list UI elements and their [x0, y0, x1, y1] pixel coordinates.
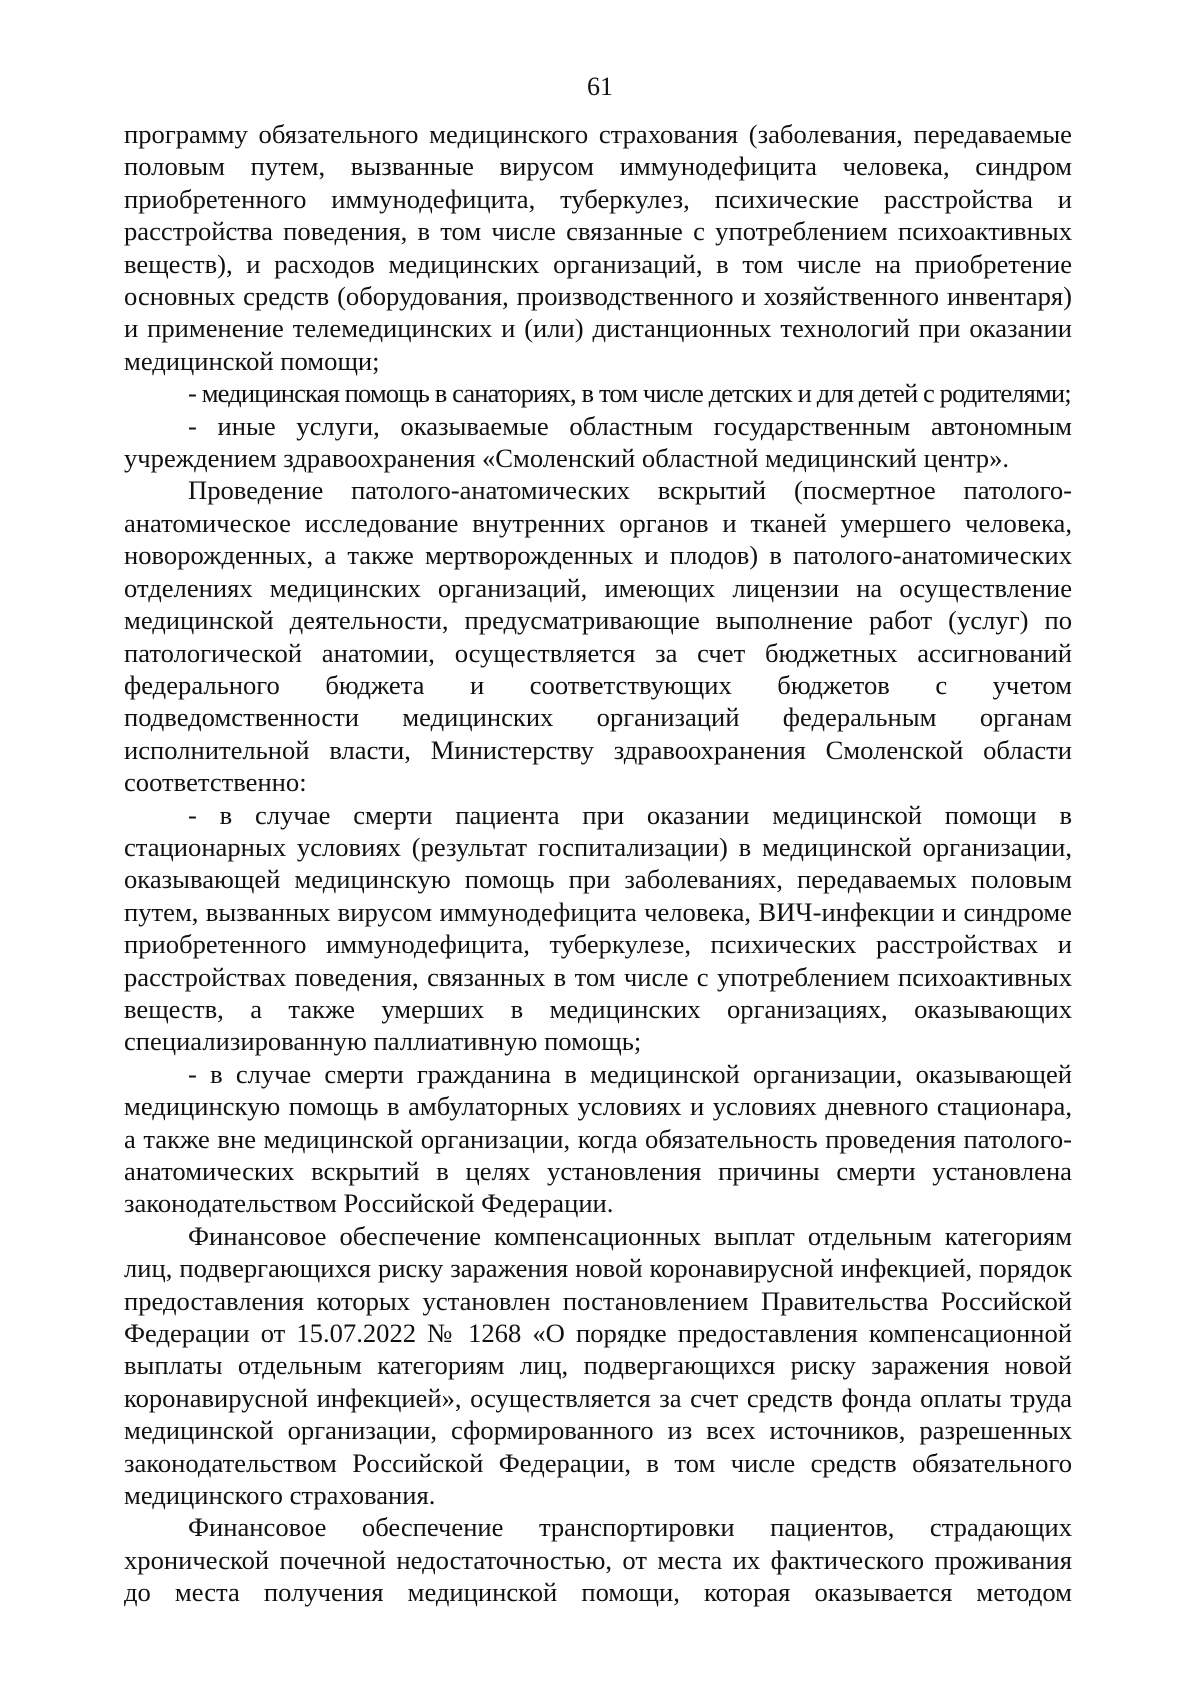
- paragraph-compensation-payments: Финансовое обеспечение компенсационных выплат отдельным категориям лиц, подвергающихся риску заражения новой коронавирусной инфекцией, порядок предоставления которых установлен постановлением Правительства Российской Федерации от 15.07.2022 № 1268 «О порядке предоставления компенсационной выплаты отдельным категориям лиц, подвергающихся риску заражения новой коронавирусной инфекцией», осуществляется за счет средств фонда оплаты труда медицинской организации, сформированного из всех источников, разрешенных законодательством Российской Федерации, в том числе средств обязательного медицинского страхования.: [124, 1220, 1072, 1511]
- paragraph-autopsy-funding: Проведение патолого-анатомических вскрытий (посмертное патолого-анатомическое исследование внутренних органов и тканей умершего человека, новорожденных, а также мертворожденных и плодов) в патолого-анатомических отделениях медицинских организаций, имеющих лицензии на осуществление медицинской деятельности, предусматривающие выполнение работ (услуг) по патологической анатомии, осуществляется за счет бюджетных ассигнований федерального бюджета и соответствующих бюджетов с учетом подведомственности медицинских организаций федеральным органам исполнительной власти, Министерству здравоохранения Смоленской области соответственно:: [124, 475, 1072, 798]
- list-item-other-services: - иные услуги, оказываемые областным государственным автономным учреждением здравоохранения «Смоленский областной медицинский центр».: [124, 410, 1072, 474]
- page-number: 61: [587, 72, 613, 101]
- list-item-inpatient-death: - в случае смерти пациента при оказании медицинской помощи в стационарных условиях (результат госпитализации) в медицинской организации, оказывающей медицинскую помощь при заболеваниях, передаваемых половым путем, вызванных вирусом иммунодефицита человека, ВИЧ-инфекции и синдроме приобретенного иммунодефицита, туберкулезе, психических расстройствах и расстройствах поведения, связанных в том числе с употреблением психоактивных веществ, а также умерших в медицинских организациях, оказывающих специализированную паллиативную помощь;: [124, 799, 1072, 1057]
- paragraph-dialysis-transport: Финансовое обеспечение транспортировки пациентов, страдающих хронической почечной недостаточностью, от места их фактического проживания до места получения медицинской помощи, которая оказывается методом: [124, 1512, 1072, 1608]
- list-item-outpatient-death: - в случае смерти гражданина в медицинской организации, оказывающей медицинскую помощь в амбулаторных условиях и условиях дневного стационара, а также вне медицинской организации, когда обязательность проведения патолого-анатомических вскрытий в целях установления причины смерти установлена законодательством Российской Федерации.: [124, 1058, 1072, 1219]
- list-item-sanatorium-care: - медицинская помощь в санаториях, в том числе детских и для детей с родителями;: [188, 378, 1071, 409]
- document-body: [124, 118, 1072, 1609]
- paragraph-continuation: программу обязательного медицинского страхования (заболевания, передаваемые половым путем, вызванные вирусом иммунодефицита человека, синдром приобретенного иммунодефицита, туберкулез, психические расстройства и расстройства поведения, в том числе связанные с употреблением психоактивных веществ), и расходов медицинских организаций, в том числе на приобретение основных средств (оборудования, производственного и хозяйственного инвентаря) и применение телемедицинских и (или) дистанционных технологий при оказании медицинской помощи;: [124, 119, 1072, 376]
